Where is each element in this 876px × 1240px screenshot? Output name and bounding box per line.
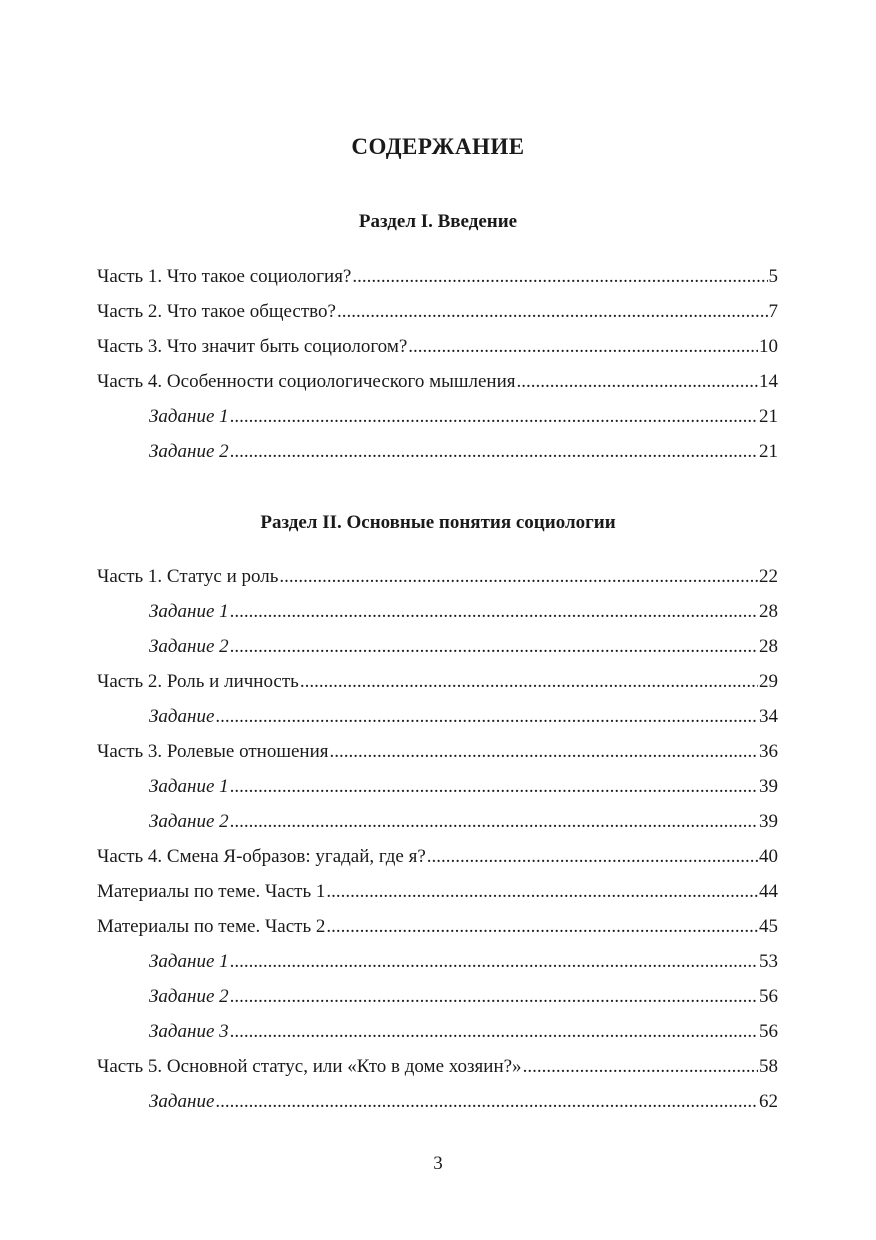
toc-entry-page: 21 xyxy=(759,441,778,462)
toc-entry-page: 22 xyxy=(759,566,778,587)
toc-entry-page: 28 xyxy=(759,601,778,622)
dot-leader xyxy=(300,669,758,695)
toc-entry-title: Задание 1 xyxy=(149,776,229,797)
dot-leader xyxy=(427,844,758,870)
toc-entry-title: Часть 2. Роль и личность xyxy=(97,671,299,692)
dot-leader xyxy=(230,809,758,835)
toc-entry[interactable] xyxy=(97,369,778,404)
toc-entry-page: 29 xyxy=(759,671,778,692)
dot-leader xyxy=(517,369,758,395)
toc-entry-title: Часть 2. Что такое общество? xyxy=(97,301,336,322)
dot-leader xyxy=(230,774,758,800)
dot-leader xyxy=(337,299,768,325)
toc-entry-title: Часть 4. Особенности социологического мышления xyxy=(97,371,516,392)
dot-leader xyxy=(230,634,758,660)
dot-leader xyxy=(329,739,758,765)
toc-entry-page: 28 xyxy=(759,636,778,657)
toc-entry[interactable] xyxy=(97,669,778,704)
toc-entry-title: Задание 2 xyxy=(149,636,229,657)
page-title: СОДЕРЖАНИЕ xyxy=(351,134,525,159)
toc-entry-title: Материалы по теме. Часть 1 xyxy=(97,881,326,902)
toc-list-section-1 xyxy=(97,264,778,474)
toc-entry[interactable] xyxy=(97,809,778,844)
toc-entry-title: Часть 5. Основной статус, или «Кто в доме хозяин?» xyxy=(97,1056,522,1077)
toc-entry-page: 34 xyxy=(759,706,778,727)
toc-entry[interactable] xyxy=(97,774,778,809)
toc-entry-title: Задание xyxy=(149,706,215,727)
section-title-1: Раздел I. Введение xyxy=(358,211,518,232)
toc-entry-page: 7 xyxy=(768,301,778,322)
dot-leader xyxy=(326,879,758,905)
toc-entry-page: 56 xyxy=(759,1021,778,1042)
toc-entry-title: Часть 3. Что значит быть социологом? xyxy=(97,336,408,357)
dot-leader xyxy=(230,599,758,625)
dot-leader xyxy=(523,1054,758,1080)
toc-entry-title: Часть 3. Ролевые отношения xyxy=(97,741,329,762)
toc-entry-title: Задание 3 xyxy=(149,1021,229,1042)
dot-leader xyxy=(230,404,758,430)
toc-entry-title: Часть 1. Статус и роль xyxy=(97,566,279,587)
toc-entry-page: 10 xyxy=(759,336,778,357)
toc-entry[interactable] xyxy=(97,599,778,634)
dot-leader xyxy=(326,914,758,940)
dot-leader xyxy=(230,949,758,975)
toc-entry-title: Задание 1 xyxy=(149,406,229,427)
toc-entry[interactable] xyxy=(97,404,778,439)
toc-list-section-2 xyxy=(97,564,778,1124)
toc-entry-page: 56 xyxy=(759,986,778,1007)
toc-entry-title: Задание 2 xyxy=(149,986,229,1007)
toc-entry-page: 58 xyxy=(759,1056,778,1077)
toc-entry[interactable] xyxy=(97,1089,778,1124)
toc-entry-page: 44 xyxy=(759,881,778,902)
toc-entry-page: 14 xyxy=(759,371,778,392)
toc-entry[interactable] xyxy=(97,1019,778,1054)
toc-entry[interactable] xyxy=(97,914,778,949)
toc-entry-title: Задание xyxy=(149,1091,215,1112)
toc-entry[interactable] xyxy=(97,949,778,984)
toc-entry[interactable] xyxy=(97,564,778,599)
toc-entry-page: 39 xyxy=(759,776,778,797)
toc-entry-page: 40 xyxy=(759,846,778,867)
toc-entry-page: 36 xyxy=(759,741,778,762)
toc-entry-title: Материалы по теме. Часть 2 xyxy=(97,916,326,937)
toc-entry[interactable] xyxy=(97,704,778,739)
page-number: 3 xyxy=(433,1153,443,1174)
toc-entry[interactable] xyxy=(97,264,778,299)
dot-leader xyxy=(215,704,758,730)
toc-entry[interactable] xyxy=(97,299,778,334)
toc-entry-page: 45 xyxy=(759,916,778,937)
toc-entry[interactable] xyxy=(97,879,778,914)
toc-entry-page: 62 xyxy=(759,1091,778,1112)
toc-entry-title: Задание 1 xyxy=(149,601,229,622)
dot-leader xyxy=(408,334,758,360)
toc-entry-title: Часть 1. Что такое социология? xyxy=(97,266,352,287)
toc-entry-title: Задание 2 xyxy=(149,441,229,462)
toc-entry[interactable] xyxy=(97,984,778,1019)
toc-entry-page: 21 xyxy=(759,406,778,427)
toc-entry-page: 53 xyxy=(759,951,778,972)
dot-leader xyxy=(230,1019,758,1045)
dot-leader xyxy=(230,439,758,465)
toc-entry[interactable] xyxy=(97,1054,778,1089)
toc-entry-title: Часть 4. Смена Я-образов: угадай, где я? xyxy=(97,846,426,867)
dot-leader xyxy=(230,984,758,1010)
dot-leader xyxy=(352,264,767,290)
toc-entry[interactable] xyxy=(97,634,778,669)
toc-entry-title: Задание 1 xyxy=(149,951,229,972)
toc-entry-page: 5 xyxy=(768,266,778,287)
toc-entry[interactable] xyxy=(97,334,778,369)
toc-entry[interactable] xyxy=(97,739,778,774)
toc-entry-page: 39 xyxy=(759,811,778,832)
dot-leader xyxy=(215,1089,758,1115)
toc-entry[interactable] xyxy=(97,439,778,474)
toc-entry-title: Задание 2 xyxy=(149,811,229,832)
dot-leader xyxy=(279,564,758,590)
toc-entry[interactable] xyxy=(97,844,778,879)
section-title-2: Раздел II. Основные понятия социологии xyxy=(260,512,616,533)
